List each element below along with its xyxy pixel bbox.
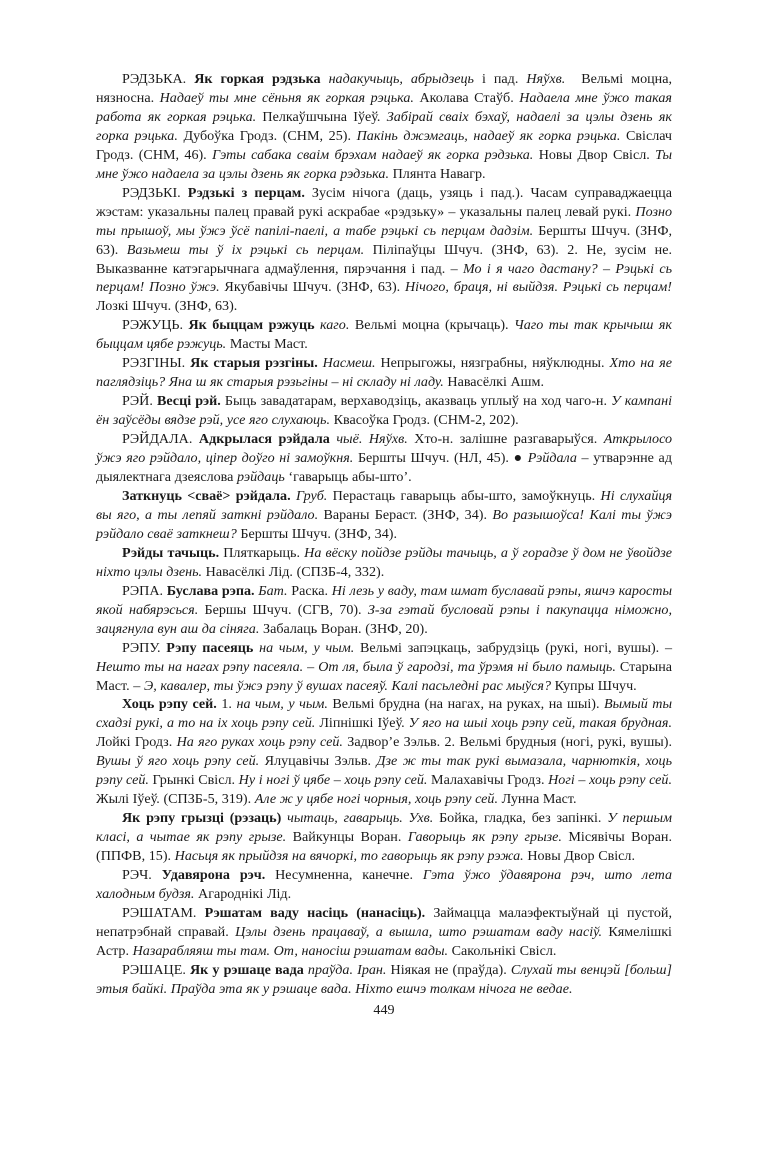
dictionary-entry-reshatam: РЭШАТАМ. Рэшатам ваду насіць (нанасіць). Займацца малаэфектыўнай ці пустой, непатрэбнай справай. Цэлы дзень працаваў, а вышла, што рэшатам ваду насіў. Кямелішкі Астр. Назарабляяш ты там. От, наносіш рэшатам вады. Сакольнікі Свісл. xyxy=(96,904,672,959)
dictionary-entry-rech: РЭЧ. Удавярона рэч. Несумненна, канечне. Гэта ўжо ўдавярона рэч, што лета халодным будзя. Агароднікі Лід. xyxy=(96,867,672,902)
dictionary-subentry-yak-repu-hryzci: Як рэпу грызці (рэзаць) чытаць, гаварыць. Ухв. Бойка, гладка, без запінкі. У першым класі, а чытае як рэпу грызе. Вайкунцы Воран. Гаворыць як рэпу грызе. Місявічы Воран. (ППФВ, 15). Насьця як прыйдзя на вячоркі, то гаворыць як рэпу рэжа. Новы Двор Свісл. xyxy=(96,810,672,865)
dictionary-entry-redzka: РЭДЗЬКА. Як горкая рэдзька надакучыць, абрыдзець і пад. Няўхв. Вельмі моцна, нязносна. Надаеў ты мне сёньня як горкая рэцька. Аколава Стаўб. Надаела мне ўжо такая работа як горкая рэцька. Пелкаўшчына Іўеў. Забірай сваіх бэхаў, надаелі за цэлы дзень як горка рэцька. Дубоўка Гродз. (СНМ, 25). Пакінь джэмгаць, надаеў як горка рэцька. Свіслач Гродз. (СНМ, 46). Гэты сабака сваім брэхам надаеў як горка рэдзька. Новы Двор Свісл. Ты мне ўжо надаела за цэлы дзень як горка рэдзька. Плянта Навагр. xyxy=(96,71,673,182)
dictionary-entry-rezhuts: РЭЖУЦЬ. Як быццам рэжуць каго. Вельмі моцна (крычаць). Чаго ты так крычыш як быццам цябе рэжуць. Масты Маст. xyxy=(96,317,673,353)
dictionary-entry-rezginy: РЭЗГІНЫ. Як старыя рэзгіны. Насмеш. Непрыгожы, нязграбны, няўклюдны. Хто на яе паглядзіць? Яна ш як старыя рэзьгіны – ні складу ні ладу. Навасёлкі Ашм. xyxy=(96,355,673,391)
dictionary-entry-reshace: РЭШАЦЕ. Як у рэшаце вада праўда. Іран. Ніякая не (праўда). Слухай ты венцэй [больш] этыя байкі. Праўда эта як у рэшаце вада. Ніхто ешчэ толкам нічога не ведае. xyxy=(96,961,673,997)
dictionary-entry-redzki: РЭДЗЬКІ. Рэдзькі з перцам. Зусім нічога (даць, узяць і пад.). Часам суправаджаецца жэстам: указальны палец правай рукі аскрабае «рэдзьку» – указальны палец левай рукі. Позно ты прышоў, мы ўжэ ўсё папілі-паелі, а табе рэцькі сь перцам дадзім. Бершты Шчуч. (ЗНФ, 63). Вазьмеш ты ў іх рэцькі сь перцам. Піліпаўцы Шчуч. (ЗНФ, 63). 2. Не, зусім не. Выказванне катэгарычнага адмаўлення, пярэчання і пад. – Мо і я чаго дастану? – Рэцькі сь перцам! Позно ўжэ. Якубавічы Шчуч. (ЗНФ, 63). Нічого, браця, ні выйдзя. Рэцькі сь перцам! Лозкі Шчуч. (ЗНФ, 63). xyxy=(96,184,672,315)
dictionary-entry-repa: РЭПА. Буслава рэпа. Бат. Раска. Ні лезь у ваду, там шмат буславай рэпы, яшчэ каросты якой набярэсься. Бершы Шчуч. (СГВ, 70). З-за гэтай бусловай рэпы і пакупацца німожно, зацягнула вун аш да сіняга. Забалаць Воран. (ЗНФ, 20). xyxy=(96,582,673,637)
dictionary-subentry-reydy-tachyts: Рэйды тачыць. Пляткарыць. На вёску пойдзе рэйды тачыць, а ў горадзе ў дом не ўвойдзе ніхто цэлы дзень. Навасёлкі Лід. (СПЗБ-4, 332). xyxy=(96,544,672,580)
page-number: 449 xyxy=(373,1001,395,1018)
dictionary-entry-repu: РЭПУ. Рэпу пасеяць на чым, у чым. Вельмі запэцкаць, забрудзіць (рукі, ногі, вушы). – Нешто ты на нагах рэпу пасеяла. – От ля, была ў гародзі, та ўрэмя ні было памыць. Старына Маст. – Э, кавалер, ты ўжэ рэпу ў вушах пасеяў. Калі пасьледні рас мыўся? Купры Шчуч. xyxy=(96,639,672,694)
dictionary-subentry-hots-repu-sey: Хоць рэпу сей. 1. на чым, у чым. Вельмі брудна (на нагах, на руках, на шыі). Вымый ты схадзі рукі, а то на іх хоць рэпу сей. Ліпнішкі Іўеў. У яго на шыі хоць рэпу сей, такая брудная. Лойкі Гродз. На яго руках хоць рэпу сей. Задвор’е Зэльв. 2. Вельмі брудныя (ногі, рукі, вушы). Вушы ў яго хоць рэпу сей. Ялуцавічы Зэльв. Дзе ж ты так рукі вымазала, чарнюткія, хоць рэпу сей. Грынкі Свісл. Ну і ногі ў цябе – хоць рэпу сей. Малахавічы Гродз. Ногі – хоць рэпу сей. Жылі Іўеў. (СПЗБ-5, 319). Але ж у цябе ногі чорныя, хоць рэпу сей. Лунна Маст. xyxy=(96,696,673,808)
dictionary-entry-reydala: РЭЙДАЛА. Адкрылася рэйдала чыё. Няўхв. Хто-н. залішне разгаварыўся. Аткрылосо ўжэ яго рэйдало, ціпер доўго ні замоўкня. Бершты Шчуч. (НЛ, 45). ● Рэйдала – утварэнне ад дыялектнага дзеяслова рэйдаць ‘гаварыць абы-што’. xyxy=(96,431,673,486)
text-column xyxy=(96,70,672,1020)
dictionary-entry-rey: РЭЙ. Весці рэй. Быць завадатарам, верхаводзіць, аказваць уплыў на ход чаго-н. У кампані ён заўсёды вядзе рэй, усе яго слухаюць. Квасоўка Гродз. (СНМ-2, 202). xyxy=(96,393,672,429)
dictionary-subentry-zatknuts-reydala: Заткнуць <сваё> рэйдала. Груб. Перастаць гаварыць абы-што, замоўкнуць. Ні слухайця вы яго, а ты лепяй заткні рэйдало. Вараны Бераст. (ЗНФ, 34). Во разышоўса! Калі ты ўжэ рэйдало сваё заткнеш? Бершты Шчуч. (ЗНФ, 34). xyxy=(96,487,673,542)
